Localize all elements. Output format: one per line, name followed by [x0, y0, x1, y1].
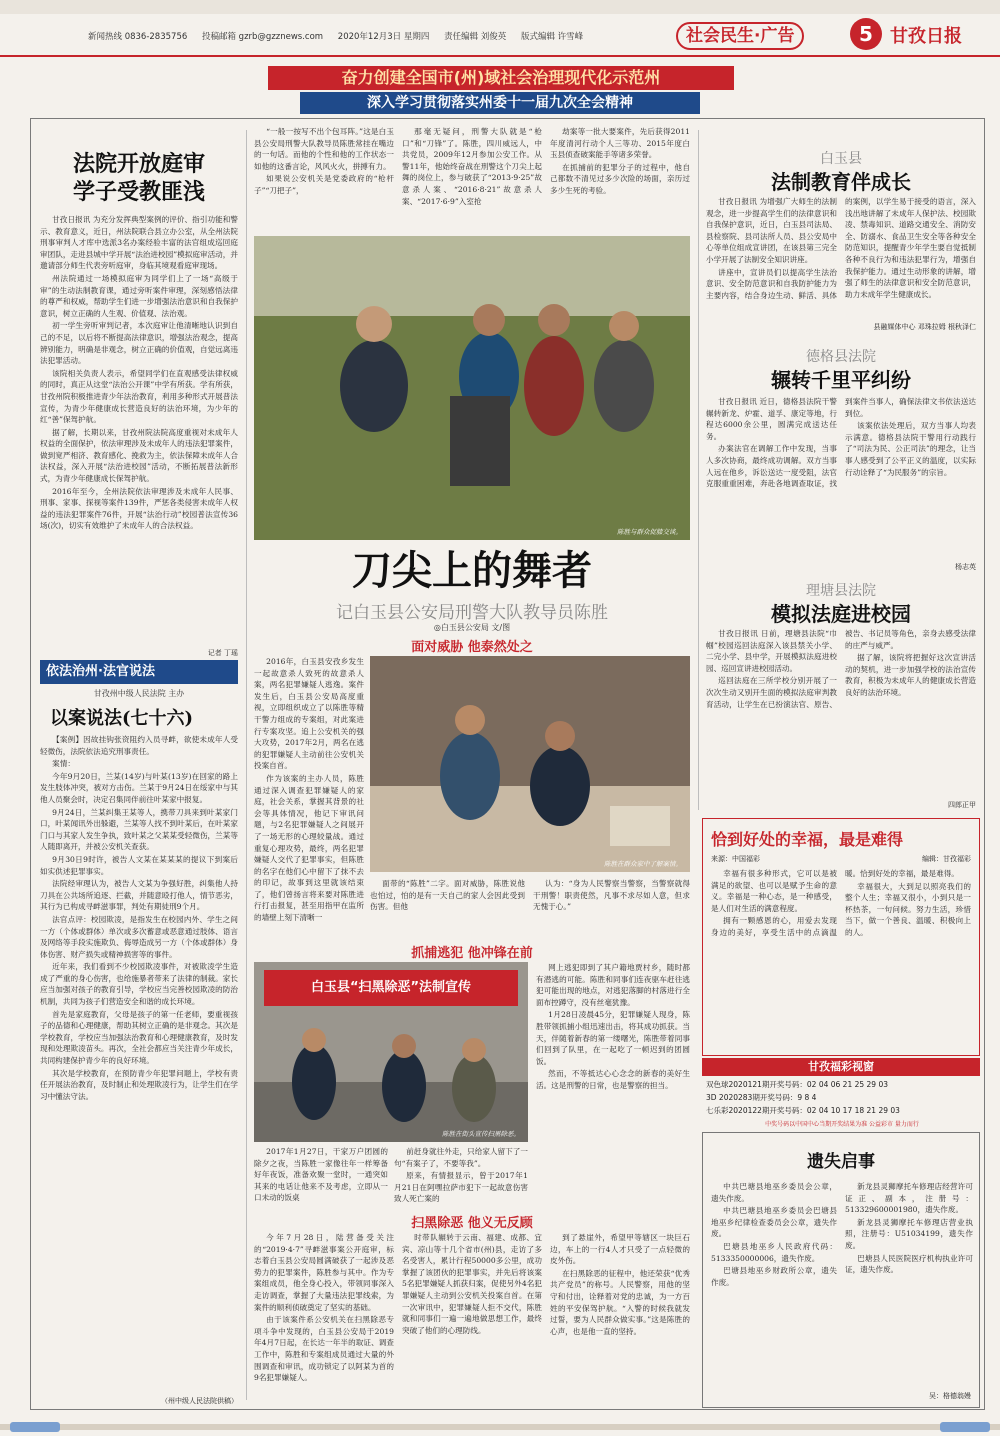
- sec1-col3-paragraph: 认为：“身为人民警察当警察，当警察就得干刑警！职责使然，凡事不求尽如人意，但求无愧于心。”: [533, 879, 690, 912]
- litang-body-paragraph: 巡回法庭在三所学校分别开展了一次次生动又别开生面的模拟法庭审判教育活动，让学生在已扮演法官、原告、被告、书记员等角色，亲身去感受法律的庄严与威严。: [706, 629, 976, 709]
- dege-body: [706, 396, 976, 560]
- happiness-body-paragraph: 幸福很大，大到足以照亮我们的整个人生；幸福又很小，小到只是一杯热茶，一句问候。努力生活，珍惜当下，做一个善良、温暖、积极向上的人。: [845, 881, 971, 937]
- lottery-row-2: 3D 2020283期开奖号码：9 8 4: [706, 1093, 817, 1102]
- dege-body-paragraph: 甘孜日报讯 近日，德格县法院干警辗转新龙、炉霍、道孚、康定等地，行程达6000余公里，圆满完成送达任务。: [706, 397, 837, 441]
- lost-col1-paragraph: 巴塘县地巫乡人民政府代码：5133350000006，遗失作废。: [711, 1241, 837, 1263]
- case-body-paragraph: 近年来，我们看到不少校园欺凌事件，对被欺凌学生造成了严重的身心伤害，也给施暴者带来了法律的制裁。家长应当加强对孩子的教育引导，学校应当完善校园欺凌的防治机制，共同为孩子们营造安全和谐的成长环境。: [40, 962, 238, 1007]
- court-body: [40, 214, 238, 646]
- intro-column-2: [402, 126, 542, 231]
- court-reporter: 记者 丁瑶: [207, 649, 238, 657]
- litang-body-paragraph: 甘孜日报讯 日前，理塘县法院“巾帼”校园巡回法庭深入该县禁关小学、二完小学、县中学，开展模拟法庭进校园、巡回宣讲进校园活动。: [706, 629, 837, 673]
- column-divider-left: [246, 130, 247, 1400]
- happiness-source: 来源：中国福彩: [711, 855, 760, 863]
- lost-col1-paragraph: 巴塘县地巫乡财政所公章，遗失作废。: [711, 1266, 837, 1287]
- baiyu-title: 法制教育伴成长: [771, 170, 911, 194]
- court-body-paragraph: 2016年至今，全州法院依法审理涉及未成年人民事、刑事、家事、探视等案件139件，严惩各类侵害未成年人权益的违法犯罪案件76件，开展“法治行动”校园普法宣传36场(次)，切实有效维护了未成年人的合法权益。: [40, 486, 238, 531]
- court-article: [40, 150, 238, 658]
- happiness-body-paragraph: 拥有一颗感恩的心，用爱去发现身边的美好，享受生活中的点滴温暖。恰到好处的幸福，最是难得。: [711, 869, 959, 937]
- newspaper-logo: 甘孜日报: [890, 26, 962, 47]
- lost-column-1: [711, 1181, 837, 1381]
- column-host: 甘孜州中级人民法院 主办: [93, 689, 185, 698]
- section2-column-3: [536, 962, 690, 1170]
- court-body-paragraph: 甘孜日报讯 为充分发挥典型案例的评价、指引功能和警示、教育意义，近日，州法院联合县立办公室，从全州法院刑事审判人才库中选派3名办案经验丰富的法官组成巡回庭审团队，走进县城中学开展“法治进校园”模拟庭审活动，并邀请部分师生代表旁听庭审，身临其境观看庭审现场。: [40, 215, 238, 271]
- intro-column-3: [550, 126, 690, 231]
- sub-banner: 深入学习贯彻落实州委十一届九次全会精神: [300, 92, 700, 114]
- section3-title: 扫黑除恶 他义无反顾: [411, 1216, 533, 1231]
- date-text: 2020年12月3日 星期四: [337, 32, 430, 42]
- lottery-row-1: 双色球2020121期开奖号码：02 04 06 21 25 29 03: [706, 1080, 889, 1089]
- sec1-col1-paragraph: 2016年，白玉县安孜乡发生一起故意杀人致死的故意杀人案，两名犯罪嫌疑人逃逸。案件发生后，白玉县公安局高度重视，立即组织成立了以陈胜等精干警力组成的专案组，对此案进行专案攻坚。追上公安机关的强大攻势，2017年2月，两名在逃的犯罪嫌疑人主动前往公安机关投案自首。: [254, 657, 364, 771]
- baiyu-body-paragraph: 讲座中，宣讲员们以提高学生法治意识、安全防范意识和自我防护能力为主要内容，结合身边生动、鲜活、具体的案例，以学生易于接受的语言，深入浅出地讲解了未成年人保护法、校园欺凌、禁毒知识、道路交通安全、消防安全、防溺水、食品卫生安全等各种安全防范知识，提醒青少年学生要自觉抵制各种不良行为和违法犯罪行为，增强自我保护能力。通过生动形象的讲解，增强了师生的法律意识和安全防范意识，助力未成年学生健康成长。: [706, 197, 976, 300]
- lost-col2-paragraph: 新龙县灵狮摩托车修理店经营许可证正、副本，注册号：513329600001980，遗失作废。: [845, 1182, 973, 1215]
- page-header: [0, 0, 1000, 62]
- happiness-meta: [711, 854, 971, 864]
- column-divider-right: [698, 130, 699, 810]
- photo-grass-meeting: [254, 236, 690, 540]
- page-footer: [0, 1418, 1000, 1436]
- section1-column-2: [370, 878, 525, 938]
- intro-column-1: [254, 126, 394, 231]
- sec2-col2-paragraph: 前赶身就往外走，只给家人留下了一句“有案子了，不要等我”。: [394, 1147, 528, 1168]
- case-source: （州中级人民法院供稿）: [161, 1397, 238, 1405]
- section-label: 社会民生·广告: [676, 22, 804, 50]
- case-body-paragraph: 其次是学校教育，在预防青少年犯罪问题上，学校有责任开展法治教育，及时制止和处理欺凌行为，让学生们在学习中懂法守法。: [40, 1068, 238, 1101]
- happiness-title: 恰到好处的幸福，最是难得: [711, 830, 904, 849]
- baiyu-body-paragraph: 甘孜日报讯 为增强广大师生的法制观念，进一步提高学生们的法律意识和自我保护意识，近日，白玉县司法局、县检察院、县司法所人员、县公安局中心等单位组成宣讲团，在该县第三完全小学开展了法制安全知识讲座。: [706, 197, 837, 264]
- dege-source: 杨志英: [955, 563, 976, 571]
- sec1-col1-paragraph: 作为该案的主办人员，陈胜通过深入调查犯罪嫌疑人的家庭，社会关系，掌握其背景的社会等具体情况，他记下审讯问题，与2名犯罪嫌疑人之间展开了一场无形的心理较量战。通过重复心理攻势，最终，两名犯罪嫌疑人交代了犯罪事实，但陈胜的名字在他们心中留下了抹不去的印记，故事到这里就该结束了，他们曾扬言将来要对陈胜进行打击报复，甚至用指甲在监所的墙壁上刻下清晰一: [254, 773, 364, 923]
- case-body-paragraph: 法院经审理认为，被告人文某为争强好胜，纠集他人持刀具在公共场所追逐、拦截，并随意殴打他人，情节恶劣，其行为已构成寻衅滋事罪，判处有期徒刑9个月。: [40, 879, 238, 912]
- dege-body-paragraph: 该案依法处理后，双方当事人均表示满意。德格县法院干警用行动践行了“司法为民、公正司法”的理念，让当事人感受到了公平正义的温度，以实际行动诠释了“为民服务”的宗旨。: [845, 421, 976, 477]
- main-banner: 奋力创建全国市(州)域社会治理现代化示范州: [268, 66, 734, 90]
- court-body-paragraph: 该院相关负责人表示，希望同学们在直观感受法律权威的同时，真正从这堂“法治公开课”中学有所获。学有所获，甘孜州院积极推进青少年法治教育，利用多种形式开展普法宣传，为青少年健康成长营造良好的法治环境，为少年的红“善”保驾护航。: [40, 368, 238, 425]
- header-meta: [88, 30, 595, 42]
- photo-grass-illustration: [254, 236, 690, 540]
- case-body-paragraph: 案情：: [52, 759, 75, 769]
- happiness-editor: 编辑：甘孜福彩: [922, 855, 971, 863]
- feature-byline: ◎白玉县公安局 文/图: [433, 623, 511, 632]
- litang-body-paragraph: 据了解，该院将把握好这次宣讲活动的契机，进一步加强学校的法治宣传教育，积极为未成年人的健康成长营造良好的法治环境。: [845, 653, 976, 697]
- litang-title: 模拟法庭进校园: [771, 602, 911, 626]
- case-body: [40, 734, 238, 1394]
- happiness-box: [702, 818, 980, 1056]
- lost-col1-paragraph: 中共巴塘县地巫乡委员会巴塘县地巫乡纪律检查委员会公章，遗失作废。: [711, 1206, 837, 1239]
- sec3-col1-paragraph: 由于该案件系公安机关在扫黑除恶专项斗争中发现的，白玉县公安局于2019年4月7日起，在长达一年半的取证、调查工作中，陈胜和专案组成员通过大量的外围调查和审讯，成功锁定了以阿某为首的9名犯罪嫌疑人。: [254, 1315, 394, 1383]
- court-body-paragraph: 州法院通过一场模拟庭审为同学们上了一场“高级于审”的生动法制教育课，通过旁听案件审理，深刻感悟法律的尊严和权威，帮助学生们进一步增强法治意识和自我保护意识，树立正确的人生观、价值观、法治观。: [40, 273, 238, 318]
- court-title-line1: 法院开放庭审: [72, 151, 205, 177]
- lottery-title: 甘孜福彩视窗: [702, 1058, 980, 1076]
- baiyu-source: 县融媒体中心 邓珠拉姆 根秋泽仁: [873, 323, 976, 331]
- section1-column-1: [254, 656, 364, 940]
- case-title: 以案说法(七十六): [50, 708, 194, 729]
- litang-court: 理塘县法院: [806, 583, 876, 599]
- photo-home-illustration: [370, 656, 690, 872]
- baiyu-body: [706, 196, 976, 320]
- lottery-list: [706, 1078, 978, 1128]
- case-body-paragraph: 9月24日，兰某纠集王某等人，携带刀具来到叶某家门口，叶某闻讯外出躲避，兰某等人找不到叶某后，在叶某家门口与其家人发生争执，致叶某之父某某受轻微伤，兰某等人随即离开，并被公安机关查获。: [40, 807, 238, 852]
- sec2-col3-paragraph: 1月28日凌晨45分，犯罪嫌疑人现身，陈胜带领抓捕小组迅速出击，将其成功抓获。当天，伴随着新春的第一缕曙光，陈胜带着同事们回到了队里，在一起吃了一顿迟到的团圆饭。: [536, 1010, 690, 1066]
- promotion-banner-text: 白玉县“扫黑除恶”法制宣传: [310, 980, 472, 995]
- happiness-body-paragraph: 幸福有很多种形式，它可以是被满足的欲望、也可以是赋予生命的意义。幸福是一种心态，是一种感受，是人们对生活的满意程度。: [711, 869, 837, 913]
- lost-col2-paragraph: 新龙县灵狮摩托车修理店营业执照，注册号：U51034199，遗失作废。: [845, 1217, 973, 1250]
- intro-col1-paragraph: 如果说公安机关是党委政府的“枪杆子”“刀把子”，: [254, 174, 394, 195]
- photo-street-promotion: [254, 962, 528, 1142]
- litang-source: 四郎正甲: [948, 801, 976, 809]
- sec2-col1-paragraph: 2017年1月27日，干家万户团圆的除夕之夜，当陈胜一家像往年一样筹备好年夜饭，准备欢聚一堂时，一通突如其来的电话让他来不及考虑，立即从一口未动的饭桌: [254, 1147, 388, 1203]
- photo2-caption: 陈胜在群众家中了解案情。: [604, 860, 682, 868]
- sec3-col3-paragraph: 在扫黑除恶的征程中，他还荣获“优秀共产党员”的称号。人民警察，用他的坚守和付出，诠释着对党的忠诚，为一方百姓的平安保驾护航。“入警的时候我就发过誓，要为人民群众做实事。”这是陈胜的心声，也是他一直的坚持。: [550, 1268, 690, 1336]
- case-body-paragraph: 今年9月20日，兰某(14岁)与叶某(13岁)在回家的路上发生肢体冲突，被对方击伤。兰某于9月24日在绥家中与其他人员聚会时，决定召集同伴前往叶某家中报复。: [40, 771, 238, 804]
- section3-column-1: [254, 1232, 394, 1404]
- photo3-caption: 陈胜在街头宣传扫黑除恶。: [442, 1130, 520, 1138]
- court-title-line2: 学子受教匪浅: [72, 179, 205, 205]
- dege-body-paragraph: 办案法官在调解工作中发现，当事人多次协商，最终成功调解。双方当事人远在他乡，诉讼送达一度受阻，法官克服重重困难，奔赴各地调查取证，找到案件当事人，确保法律文书依法送达到位。: [706, 397, 976, 489]
- section3-column-3: [550, 1232, 690, 1404]
- feature-subtitle: 记白玉县公安局刑警大队教导员陈胜: [336, 603, 608, 623]
- lost-col1-paragraph: 中共巴塘县地巫乡委员会公章，遗失作废。: [711, 1182, 837, 1203]
- footer-decoration: [0, 1418, 1000, 1436]
- court-body-paragraph: 据了解，长期以来，甘孜州院法院高度重视对未成年人权益的全面保护，依法审理涉及未成年人的违法犯罪案件，做到宽严相济、教育感化、挽救为主，依法保障未成年人合法权益，深入开展“法治进校园”活动，不断拓展普法新形式，为青少年健康成长保驾护航。: [40, 427, 238, 484]
- sec2-col2-paragraph: 原来，有情报显示，曾于2017年1月21日在阿嘿拉萨市犯下一起故意伤害致人死亡案的: [394, 1171, 528, 1204]
- lost-person: 吴：格德翁嫚: [929, 1392, 971, 1400]
- section2-column-1: [254, 1146, 388, 1206]
- sec3-col2-paragraph: 时带队辗转于云南、福建、成都、宜宾、凉山等十几个省市(州)县，走访了多名受害人，累计行程50000多公里，成功掌握了该团伙的犯罪事实，并先后将该案5名犯罪嫌疑人抓获归案，促使另外4名犯罪嫌疑人主动到公安机关投案自首。在第一次审讯中，犯罪嫌疑人拒不交代，陈胜就和同事们一遍一遍地做思想工作，最终突破了他们的心理防线。: [402, 1233, 542, 1335]
- intro-col1-paragraph: “一般一按写不出个包耳阵。”这是白玉县公安局刑警大队教导员陈胜常挂在嘴边的一句话。而他的个性和他的工作状态一如他的这番言论，风风火火，拼搏有力。: [254, 127, 394, 171]
- intro-col3-paragraph: 在抓捕前的犯罪分子的过程中，他自己都数不清见过多少次险的场面，亲历过多少生死的考验。: [550, 162, 690, 195]
- lottery-row-3: 七乐彩2020122期开奖号码：02 04 10 17 18 21 29 03: [706, 1106, 900, 1115]
- editor-text: 责任编辑 刘俊英: [444, 32, 507, 42]
- feature-title: 刀尖上的舞者: [352, 547, 592, 594]
- section1-column-3: [533, 878, 690, 938]
- section1-title: 面对威胁 他泰然处之: [411, 640, 533, 655]
- lost-col2-paragraph: 巴塘县人民医院医疗机构执业许可证，遗失作废。: [845, 1253, 973, 1275]
- case-body-paragraph: 【案例】因故挂钩张资阻约入员寻衅，欲使未成年人受轻微伤，法院依法追究刑事责任。: [40, 735, 238, 756]
- sec3-col1-paragraph: 今年7月28日，陆营备受关注的“2019·4·7”寻衅滋事案公开庭审，标志着白玉县公安局圆满破获了一起涉及恶势力的犯罪案件，陈胜参与其中。作为专案组成员，他全身心投入，带领同事深入走访调查，掌握了大量违法犯罪线索，为案件的顺利侦破奠定了坚实的基础。: [254, 1233, 394, 1312]
- photo-home-visit: [370, 656, 690, 872]
- designer-text: 版式编辑 许雪峰: [520, 32, 584, 42]
- litang-body: [706, 628, 976, 802]
- section2-title: 抓捕逃犯 他冲锋在前: [411, 946, 533, 961]
- happiness-body: [711, 868, 971, 1032]
- case-body-paragraph: 首先是家庭教育，父母是孩子的第一任老师，要重视孩子的品德和心理健康，帮助其树立正确的是非观念。其次是学校教育，学校应当加强法治教育和心理健康教育，及时发现和处理欺凌苗头。再次，全社会都应当关注青少年成长，共同构建保护青少年的良好环境。: [40, 1009, 238, 1066]
- photo1-caption: 陈胜与群众促膝交谈。: [617, 528, 682, 536]
- lost-notice-box: [702, 1132, 980, 1408]
- sec3-col3-paragraph: 到了悬崖外，希望甲等辖区一块巨石边，车上的一行4人才只受了一点轻微的皮外伤。: [550, 1233, 690, 1266]
- case-body-paragraph: 法官点评：校园欺凌，是指发生在校园内外、学生之间一方（个体或群体）单次或多次蓄意或恶意通过肢体、语言及网络等手段实施欺负、侮辱造成另一方（个体或群体）身体伤害、财产损失或精神损害等的事件。: [40, 914, 238, 959]
- dege-title: 辗转千里平纠纷: [771, 368, 911, 392]
- lost-title: 遗失启事: [807, 1152, 875, 1172]
- sec2-col3-paragraph: 然而，不等抵达心心念念的新春的美好生活。这是刑警的日常，也是警察的担当。: [536, 1069, 690, 1090]
- sec2-col3-paragraph: 网上逃犯即到了其户籍地贾村乡，随时都有潜逃的可能。陈胜和同事们连夜驱车赶往逃犯可能出现的地点，对逃犯落脚的村落进行全面布控蹲守，没有丝毫犹豫。: [536, 963, 690, 1007]
- page-number: 5: [850, 18, 882, 50]
- sec1-col2-paragraph: 面带的“陈胜”二字。面对威胁，陈胜说他也怕过，怕的是有一天自己的家人会因此受到伤害。但他: [370, 879, 525, 912]
- lost-column-2: [845, 1181, 973, 1381]
- intro-col3-paragraph: 劫案等一批大要案件，先后获得2011年度清河行动个人三等功、2015年度白玉县侦查破案能手等诸多荣誉。: [550, 127, 690, 160]
- section2-column-2: [394, 1146, 528, 1206]
- column-banner: 依法治州·法官说法: [40, 660, 238, 684]
- intro-col2-paragraph: 那毫无疑问，刑警大队就是“枪口”和“刀锋”了。陈胜，四川威远人，中共党员，2009年12月参加公安工作。从警11年，他始终奋战在刑警这个刀尖上起舞的岗位上，参与破获了“2013·9·25”故意杀人案、“2016·8·21”故意杀人案、“2017·6·9”入室抢: [402, 127, 542, 206]
- court-body-paragraph: 初一学生旁听审判记者，本次庭审让他清晰地认识到自己的不足，以后将不断提高法律意识，增强法治观念，提高辨别能力，明确是非观念，树立正确的价值观，自觉远离违法犯罪活动。: [40, 321, 238, 366]
- lottery-note: 中奖号码以中国中心当期开奖结果为准 公益彩市 量力而行: [765, 1121, 919, 1128]
- baiyu-county: 白玉县: [820, 151, 862, 167]
- dege-court: 德格县法院: [806, 349, 876, 365]
- email-text: 投稿邮箱 gzrb@gzznews.com: [201, 32, 324, 42]
- hotline-text: 新闻热线 0836-2835756: [88, 32, 188, 42]
- case-body-paragraph: 9月30日9时许，被告人文某在某某某的提议下到案后如实供述犯罪事实。: [40, 854, 238, 876]
- section3-column-2: [402, 1232, 542, 1404]
